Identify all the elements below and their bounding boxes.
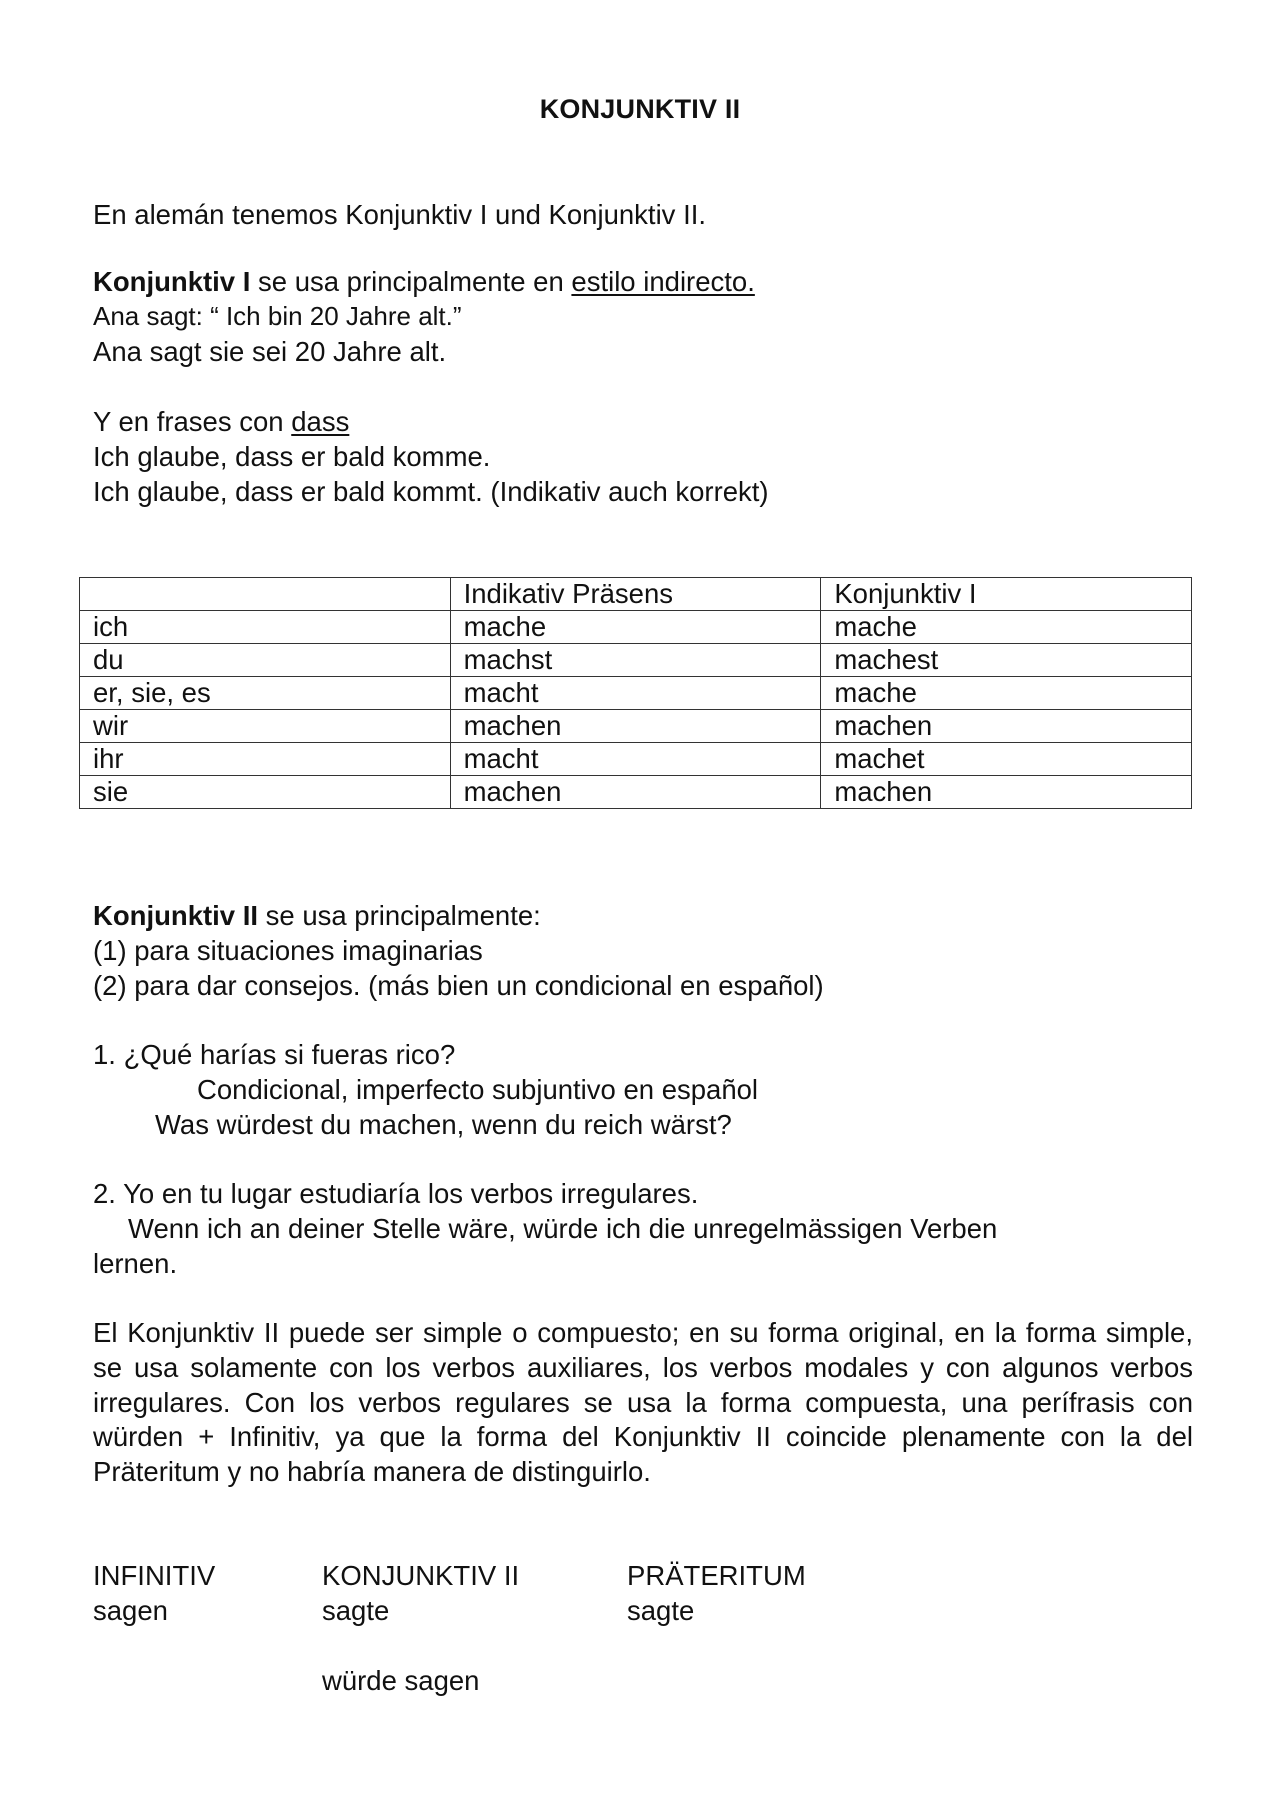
- table-row: [80, 743, 1192, 776]
- example-2-spanish: 2. Yo en tu lugar estudiaría los verbos irregulares.: [93, 1178, 699, 1209]
- dass-example-2: Ich glaube, dass er bald kommt. (Indikativ auch korrekt): [93, 476, 769, 507]
- table-cell: machet: [821, 743, 1192, 776]
- k1-text: se usa principalmente en: [250, 266, 572, 297]
- table-cell: machen: [821, 776, 1192, 809]
- table-cell: machen: [821, 710, 1192, 743]
- example-1-german: Was würdest du machen, wenn du reich wärst?: [155, 1109, 732, 1140]
- dass-intro: [93, 404, 349, 439]
- dass-text: Y en frases con: [93, 406, 292, 437]
- forms-infinitiv-value: sagen: [93, 1595, 168, 1626]
- example-1-note: Condicional, imperfecto subjuntivo en español: [197, 1074, 759, 1105]
- table-row: [80, 776, 1192, 809]
- table-header: Konjunktiv I: [821, 578, 1192, 611]
- k2-term: Konjunktiv II: [93, 900, 258, 931]
- forms-compound-value: würde sagen: [322, 1665, 480, 1696]
- dass-example-1: Ich glaube, dass er bald komme.: [93, 441, 491, 472]
- table-cell: mache: [821, 611, 1192, 644]
- explanation-paragraph: El Konjunktiv II puede ser simple o compuesto; en su forma original, en la forma simple, se usa solamente con los verbos auxiliares, los verbos modales y con algunos verbos irregulares. Con los verbos regulares se usa la forma compuesta, una perífrasis con würden + Infinitiv, ya que la forma del Konjunktiv II coincide plenamente con la del Präteritum y no habría manera de distinguirlo.: [93, 1317, 1193, 1488]
- example-2-german-line-2: lernen.: [93, 1248, 178, 1279]
- table-cell: machen: [450, 776, 821, 809]
- forms-konjunktiv-value: sagte: [322, 1595, 390, 1626]
- k1-example-direct: Ana sagt: “ Ich bin 20 Jahre alt.”: [93, 301, 462, 331]
- k1-underlined-term: estilo indirecto.: [571, 266, 755, 297]
- page-title: KONJUNKTIV II: [539, 94, 741, 124]
- k1-definition: [93, 264, 755, 299]
- k2-use-1: (1) para situaciones imaginarias: [93, 935, 483, 966]
- table-cell: machen: [450, 710, 821, 743]
- table-cell: ihr: [80, 743, 451, 776]
- forms-header-prateritum: PRÄTERITUM: [627, 1560, 806, 1591]
- table-cell: macht: [450, 743, 821, 776]
- table-cell: macht: [450, 677, 821, 710]
- table-cell: sie: [80, 776, 451, 809]
- dass-underlined: dass: [291, 406, 350, 437]
- k1-example-indirect: Ana sagt sie sei 20 Jahre alt.: [93, 336, 447, 367]
- forms-header-konjunktiv: KONJUNKTIV II: [322, 1560, 520, 1591]
- k2-use-2: (2) para dar consejos. (más bien un condicional en español): [93, 970, 824, 1001]
- forms-prateritum-value: sagte: [627, 1595, 695, 1626]
- table-cell: mache: [821, 677, 1192, 710]
- conjugation-table: [79, 577, 1192, 809]
- intro-text: En alemán tenemos Konjunktiv I und Konjunktiv II.: [93, 199, 706, 230]
- table-cell: mache: [450, 611, 821, 644]
- table-header: Indikativ Präsens: [450, 578, 821, 611]
- example-2-german-line-1: Wenn ich an deiner Stelle wäre, würde ich die unregelmässigen Verben: [128, 1213, 998, 1244]
- table-row: [80, 677, 1192, 710]
- k2-text: se usa principalmente:: [258, 900, 541, 931]
- k1-term: Konjunktiv I: [93, 266, 251, 297]
- table-cell: du: [80, 644, 451, 677]
- example-1-question: 1. ¿Qué harías si fueras rico?: [93, 1039, 456, 1070]
- table-cell: machest: [821, 644, 1192, 677]
- table-cell: machst: [450, 644, 821, 677]
- table-header: [80, 578, 451, 611]
- table-row: [80, 644, 1192, 677]
- table-cell: ich: [80, 611, 451, 644]
- table-row: [80, 710, 1192, 743]
- table-cell: wir: [80, 710, 451, 743]
- table-row: [80, 611, 1192, 644]
- table-cell: er, sie, es: [80, 677, 451, 710]
- forms-header-infinitiv: INFINITIV: [93, 1560, 216, 1591]
- k2-definition: [93, 898, 541, 933]
- table-header-row: [80, 578, 1192, 611]
